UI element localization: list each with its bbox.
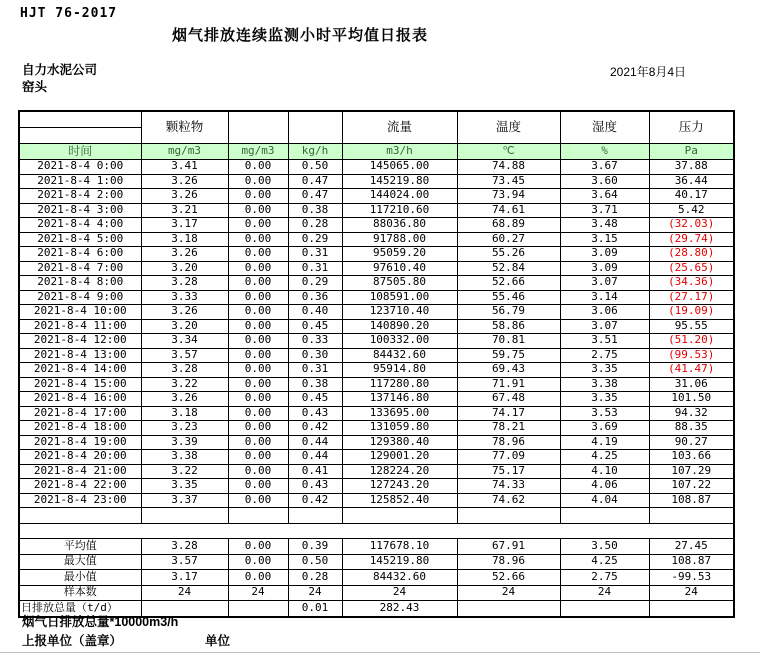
value-cell: 31.06: [649, 377, 734, 392]
value-cell: 68.89: [457, 218, 560, 233]
value-cell: 0.47: [288, 189, 342, 204]
report-date: 2021年8月4日: [610, 65, 687, 79]
value-cell: 87505.80: [342, 276, 457, 291]
value-cell: 67.48: [457, 392, 560, 407]
value-cell: (32.03): [649, 218, 734, 233]
value-cell: 0.43: [288, 479, 342, 494]
value-cell: 3.26: [141, 189, 228, 204]
time-cell: 2021-8-4 1:00: [19, 174, 141, 189]
table-row: [19, 305, 734, 320]
value-cell: 95.55: [649, 319, 734, 334]
table-row: [19, 464, 734, 479]
table-row: [19, 189, 734, 204]
value-cell: 2.75: [560, 348, 649, 363]
value-cell: 127243.20: [342, 479, 457, 494]
value-cell: 0.00: [228, 363, 288, 378]
value-cell: 0.33: [288, 334, 342, 349]
table-row: [19, 450, 734, 465]
summary-label: 日排放总量（t/d）: [19, 601, 141, 617]
value-cell: 0.40: [288, 305, 342, 320]
value-cell: 74.62: [457, 493, 560, 508]
value-cell: [560, 601, 649, 617]
value-cell: 27.45: [649, 539, 734, 555]
value-cell: 108591.00: [342, 290, 457, 305]
table-row: [19, 435, 734, 450]
value-cell: 40.17: [649, 189, 734, 204]
value-cell: 3.07: [560, 319, 649, 334]
value-cell: (41.47): [649, 363, 734, 378]
time-cell: 2021-8-4 10:00: [19, 305, 141, 320]
table-row: [19, 348, 734, 363]
value-cell: 5.42: [649, 203, 734, 218]
value-cell: 282.43: [342, 601, 457, 617]
table-row: [19, 232, 734, 247]
value-cell: 24: [228, 585, 288, 601]
time-cell: 2021-8-4 9:00: [19, 290, 141, 305]
value-cell: 3.57: [141, 554, 228, 570]
value-cell: 67.91: [457, 539, 560, 555]
value-cell: 0.00: [228, 160, 288, 175]
value-cell: 140890.20: [342, 319, 457, 334]
value-cell: (99.53): [649, 348, 734, 363]
value-cell: 3.37: [141, 493, 228, 508]
value-cell: 133695.00: [342, 406, 457, 421]
value-cell: 3.34: [141, 334, 228, 349]
value-cell: 3.22: [141, 377, 228, 392]
col-group-pressure: 压力: [649, 111, 734, 144]
time-cell: 2021-8-4 17:00: [19, 406, 141, 421]
value-cell: 145065.00: [342, 160, 457, 175]
col-group-flow: 流量: [342, 111, 457, 144]
value-cell: 3.15: [560, 232, 649, 247]
time-cell: 2021-8-4 19:00: [19, 435, 141, 450]
value-cell: 88036.80: [342, 218, 457, 233]
doc-code: HJT 76-2017: [20, 6, 118, 21]
value-cell: 0.00: [228, 189, 288, 204]
value-cell: 3.60: [560, 174, 649, 189]
value-cell: 3.33: [141, 290, 228, 305]
value-cell: -99.53: [649, 570, 734, 586]
value-cell: 107.29: [649, 464, 734, 479]
unit-cell: mg/m3: [141, 144, 228, 160]
table-row: [19, 363, 734, 378]
value-cell: 3.22: [141, 464, 228, 479]
value-cell: 125852.40: [342, 493, 457, 508]
value-cell: 84432.60: [342, 570, 457, 586]
value-cell: 0.38: [288, 203, 342, 218]
value-cell: 3.57: [141, 348, 228, 363]
value-cell: 3.20: [141, 261, 228, 276]
value-cell: 117280.80: [342, 377, 457, 392]
time-cell: 2021-8-4 4:00: [19, 218, 141, 233]
value-cell: 0.00: [228, 305, 288, 320]
time-cell: 2021-8-4 5:00: [19, 232, 141, 247]
time-cell: 2021-8-4 13:00: [19, 348, 141, 363]
value-cell: 0.28: [288, 218, 342, 233]
summary-row: [19, 570, 734, 586]
value-cell: 3.14: [560, 290, 649, 305]
value-cell: 0.00: [228, 493, 288, 508]
value-cell: 3.28: [141, 363, 228, 378]
value-cell: 3.71: [560, 203, 649, 218]
value-cell: 0.00: [228, 290, 288, 305]
value-cell: 70.81: [457, 334, 560, 349]
value-cell: 3.06: [560, 305, 649, 320]
value-cell: 3.21: [141, 203, 228, 218]
value-cell: 69.43: [457, 363, 560, 378]
table-row: [19, 334, 734, 349]
table-row: [19, 421, 734, 436]
value-cell: 3.38: [141, 450, 228, 465]
value-cell: 0.00: [228, 539, 288, 555]
value-cell: 73.94: [457, 189, 560, 204]
table-row: [19, 290, 734, 305]
value-cell: 3.26: [141, 392, 228, 407]
time-cell: 2021-8-4 16:00: [19, 392, 141, 407]
value-cell: 101.50: [649, 392, 734, 407]
value-cell: 3.26: [141, 174, 228, 189]
value-cell: 0.00: [228, 276, 288, 291]
value-cell: 0.50: [288, 554, 342, 570]
value-cell: 0.00: [228, 218, 288, 233]
value-cell: [649, 601, 734, 617]
value-cell: 4.04: [560, 493, 649, 508]
value-cell: 0.00: [228, 334, 288, 349]
table-row: [19, 479, 734, 494]
value-cell: 3.28: [141, 276, 228, 291]
value-cell: 0.00: [228, 261, 288, 276]
value-cell: (28.80): [649, 247, 734, 262]
value-cell: 4.25: [560, 450, 649, 465]
table-row: [19, 377, 734, 392]
value-cell: 2.75: [560, 570, 649, 586]
value-cell: 0.36: [288, 290, 342, 305]
value-cell: 0.29: [288, 232, 342, 247]
summary-label: 最大值: [19, 554, 141, 570]
value-cell: (19.09): [649, 305, 734, 320]
value-cell: 3.28: [141, 539, 228, 555]
value-cell: 55.26: [457, 247, 560, 262]
value-cell: 4.19: [560, 435, 649, 450]
summary-section: [19, 508, 734, 617]
value-cell: 24: [457, 585, 560, 601]
value-cell: 24: [288, 585, 342, 601]
value-cell: 0.42: [288, 493, 342, 508]
value-cell: 78.96: [457, 554, 560, 570]
value-cell: 52.84: [457, 261, 560, 276]
group-header-row: [19, 111, 734, 128]
value-cell: 91788.00: [342, 232, 457, 247]
value-cell: 75.17: [457, 464, 560, 479]
value-cell: 90.27: [649, 435, 734, 450]
value-cell: 78.21: [457, 421, 560, 436]
table-row: [19, 174, 734, 189]
monitor-location: 窑头: [22, 80, 48, 94]
value-cell: 3.18: [141, 406, 228, 421]
value-cell: 3.23: [141, 421, 228, 436]
value-cell: 0.00: [228, 554, 288, 570]
value-cell: 77.09: [457, 450, 560, 465]
value-cell: 71.91: [457, 377, 560, 392]
time-cell: 2021-8-4 23:00: [19, 493, 141, 508]
value-cell: 59.75: [457, 348, 560, 363]
value-cell: 0.00: [228, 319, 288, 334]
spacer-row: [19, 523, 734, 539]
value-cell: 0.30: [288, 348, 342, 363]
value-cell: 55.46: [457, 290, 560, 305]
value-cell: 108.87: [649, 493, 734, 508]
value-cell: 58.86: [457, 319, 560, 334]
value-cell: 3.17: [141, 570, 228, 586]
value-cell: 3.09: [560, 261, 649, 276]
value-cell: 117210.60: [342, 203, 457, 218]
value-cell: 3.53: [560, 406, 649, 421]
corner-cell-bottom: [19, 128, 141, 144]
value-cell: 88.35: [649, 421, 734, 436]
summary-label: 最小值: [19, 570, 141, 586]
value-cell: 3.07: [560, 276, 649, 291]
table-header: [19, 111, 734, 160]
value-cell: 60.27: [457, 232, 560, 247]
value-cell: 95914.80: [342, 363, 457, 378]
blank-row: [19, 508, 734, 524]
value-cell: 0.44: [288, 435, 342, 450]
table-row: [19, 261, 734, 276]
value-cell: (34.36): [649, 276, 734, 291]
table-row: [19, 218, 734, 233]
value-cell: 3.50: [560, 539, 649, 555]
table-row: [19, 493, 734, 508]
value-cell: 144024.00: [342, 189, 457, 204]
time-cell: 2021-8-4 3:00: [19, 203, 141, 218]
table-row: [19, 392, 734, 407]
value-cell: 3.17: [141, 218, 228, 233]
value-cell: 3.64: [560, 189, 649, 204]
time-cell: 2021-8-4 22:00: [19, 479, 141, 494]
value-cell: 24: [649, 585, 734, 601]
time-cell: 2021-8-4 15:00: [19, 377, 141, 392]
value-cell: 0.31: [288, 247, 342, 262]
col-group-pm: 颗粒物: [141, 111, 228, 144]
value-cell: 145219.80: [342, 174, 457, 189]
value-cell: 97610.40: [342, 261, 457, 276]
summary-label: 样本数: [19, 585, 141, 601]
value-cell: 24: [342, 585, 457, 601]
time-cell: 2021-8-4 8:00: [19, 276, 141, 291]
col-group-pm3: [288, 111, 342, 144]
value-cell: 24: [141, 585, 228, 601]
time-cell: 2021-8-4 11:00: [19, 319, 141, 334]
value-cell: [228, 601, 288, 617]
col-group-temp: 温度: [457, 111, 560, 144]
value-cell: 52.66: [457, 276, 560, 291]
value-cell: 0.00: [228, 421, 288, 436]
value-cell: 0.45: [288, 319, 342, 334]
value-cell: 4.10: [560, 464, 649, 479]
value-cell: 0.00: [228, 174, 288, 189]
value-cell: (27.17): [649, 290, 734, 305]
units-row: [19, 144, 734, 160]
table-row: [19, 160, 734, 175]
value-cell: 74.88: [457, 160, 560, 175]
value-cell: 107.22: [649, 479, 734, 494]
time-cell: 2021-8-4 20:00: [19, 450, 141, 465]
value-cell: 3.35: [560, 363, 649, 378]
value-cell: 94.32: [649, 406, 734, 421]
value-cell: 3.26: [141, 247, 228, 262]
value-cell: 0.00: [228, 435, 288, 450]
value-cell: 0.00: [228, 406, 288, 421]
value-cell: 0.00: [228, 479, 288, 494]
value-cell: 0.50: [288, 160, 342, 175]
bottom-divider: [0, 652, 760, 653]
value-cell: 95059.20: [342, 247, 457, 262]
value-cell: 3.48: [560, 218, 649, 233]
value-cell: 3.41: [141, 160, 228, 175]
summary-label: 平均值: [19, 539, 141, 555]
value-cell: 129001.20: [342, 450, 457, 465]
value-cell: 3.35: [560, 392, 649, 407]
time-cell: 2021-8-4 18:00: [19, 421, 141, 436]
value-cell: 3.67: [560, 160, 649, 175]
value-cell: 0.45: [288, 392, 342, 407]
value-cell: 131059.80: [342, 421, 457, 436]
value-cell: 37.88: [649, 160, 734, 175]
value-cell: 3.35: [141, 479, 228, 494]
value-cell: 0.43: [288, 406, 342, 421]
value-cell: (51.20): [649, 334, 734, 349]
report-table: [18, 110, 735, 618]
value-cell: 129380.40: [342, 435, 457, 450]
unit-cell: %: [560, 144, 649, 160]
value-cell: 3.26: [141, 305, 228, 320]
time-cell: 2021-8-4 7:00: [19, 261, 141, 276]
value-cell: 0.00: [228, 232, 288, 247]
table-row: [19, 247, 734, 262]
summary-row: [19, 554, 734, 570]
value-cell: 103.66: [649, 450, 734, 465]
summary-row: [19, 539, 734, 555]
flow-total-note: 烟气日排放总量*10000m3/h: [22, 615, 179, 629]
value-cell: 128224.20: [342, 464, 457, 479]
value-cell: 3.38: [560, 377, 649, 392]
value-cell: [457, 601, 560, 617]
value-cell: 3.39: [141, 435, 228, 450]
value-cell: 84432.60: [342, 348, 457, 363]
value-cell: 0.28: [288, 570, 342, 586]
corner-cell-top: [19, 111, 141, 128]
time-column-header: 时间: [19, 144, 141, 160]
value-cell: 108.87: [649, 554, 734, 570]
value-cell: 0.29: [288, 276, 342, 291]
value-cell: 0.00: [228, 247, 288, 262]
table-row: [19, 276, 734, 291]
unit-label: 单位: [205, 634, 231, 648]
value-cell: 24: [560, 585, 649, 601]
page-title: 烟气排放连续监测小时平均值日报表: [171, 27, 428, 44]
value-cell: 4.25: [560, 554, 649, 570]
col-group-pm2: [228, 111, 288, 144]
value-cell: 0.00: [228, 570, 288, 586]
value-cell: 0.00: [228, 464, 288, 479]
value-cell: 137146.80: [342, 392, 457, 407]
value-cell: 0.00: [228, 348, 288, 363]
table-row: [19, 406, 734, 421]
unit-cell: ℃: [457, 144, 560, 160]
value-cell: 73.45: [457, 174, 560, 189]
time-cell: 2021-8-4 6:00: [19, 247, 141, 262]
time-cell: 2021-8-4 21:00: [19, 464, 141, 479]
value-cell: 3.51: [560, 334, 649, 349]
value-cell: 78.96: [457, 435, 560, 450]
value-cell: 36.44: [649, 174, 734, 189]
value-cell: 74.61: [457, 203, 560, 218]
value-cell: 74.17: [457, 406, 560, 421]
value-cell: 0.00: [228, 392, 288, 407]
value-cell: 145219.80: [342, 554, 457, 570]
value-cell: 0.31: [288, 261, 342, 276]
value-cell: 0.47: [288, 174, 342, 189]
value-cell: 100332.00: [342, 334, 457, 349]
time-cell: 2021-8-4 0:00: [19, 160, 141, 175]
value-cell: 123710.40: [342, 305, 457, 320]
summary-row: [19, 585, 734, 601]
data-rows: [19, 160, 734, 508]
value-cell: 0.00: [228, 203, 288, 218]
value-cell: 0.39: [288, 539, 342, 555]
table-row: [19, 319, 734, 334]
value-cell: 3.18: [141, 232, 228, 247]
value-cell: 74.33: [457, 479, 560, 494]
value-cell: 3.20: [141, 319, 228, 334]
reporting-unit-label: 上报单位（盖章）: [22, 634, 123, 648]
value-cell: 56.79: [457, 305, 560, 320]
value-cell: 3.69: [560, 421, 649, 436]
unit-cell: Pa: [649, 144, 734, 160]
value-cell: 0.41: [288, 464, 342, 479]
value-cell: 4.06: [560, 479, 649, 494]
value-cell: (29.74): [649, 232, 734, 247]
time-cell: 2021-8-4 2:00: [19, 189, 141, 204]
value-cell: 0.42: [288, 421, 342, 436]
value-cell: 3.09: [560, 247, 649, 262]
value-cell: 0.01: [288, 601, 342, 617]
value-cell: 0.00: [228, 450, 288, 465]
value-cell: 0.00: [228, 377, 288, 392]
table-row: [19, 203, 734, 218]
value-cell: 117678.10: [342, 539, 457, 555]
value-cell: 0.38: [288, 377, 342, 392]
value-cell: 52.66: [457, 570, 560, 586]
time-cell: 2021-8-4 14:00: [19, 363, 141, 378]
company-name: 自力水泥公司: [22, 63, 98, 77]
time-cell: 2021-8-4 12:00: [19, 334, 141, 349]
unit-cell: kg/h: [288, 144, 342, 160]
value-cell: 0.44: [288, 450, 342, 465]
value-cell: (25.65): [649, 261, 734, 276]
unit-cell: m3/h: [342, 144, 457, 160]
unit-cell: mg/m3: [228, 144, 288, 160]
value-cell: 0.31: [288, 363, 342, 378]
col-group-humidity: 湿度: [560, 111, 649, 144]
